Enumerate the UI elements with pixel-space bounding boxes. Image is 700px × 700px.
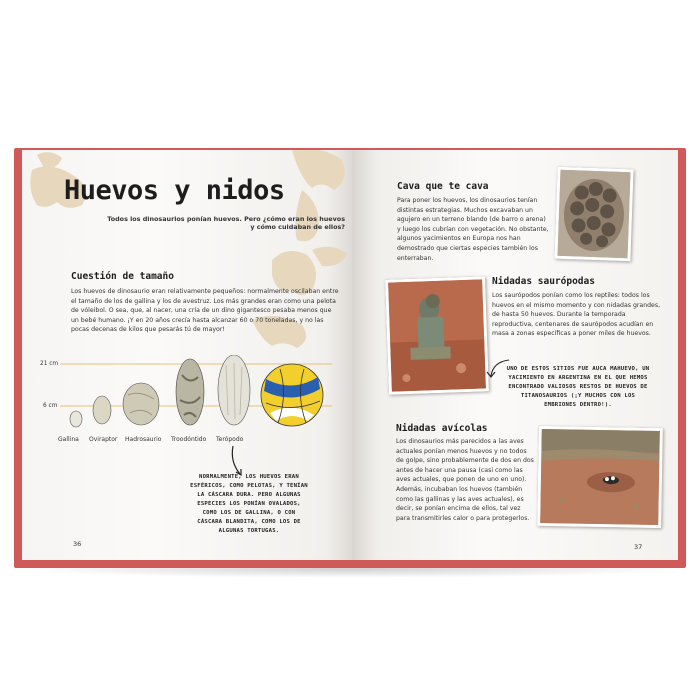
- scale-label-6: 6 cm: [43, 403, 58, 409]
- egg-hadrosaurio: [123, 383, 159, 425]
- section-heading-sauropodas: Nidadas saurópodas: [492, 276, 595, 287]
- egg-gallina: [70, 411, 82, 427]
- page-title: Huevos y nidos: [64, 175, 285, 206]
- egg-label-teropodo: Terópodo: [216, 436, 244, 443]
- page-number-left: 36: [73, 540, 82, 548]
- auca-mahuevo-note: UNO DE ESTOS SITIOS FUE AUCA MAHUEVO, UN YACIMIENTO EN ARGENTINA EN EL QUE HEMOS ENCONTRADO VALIOSOS RESTOS DE HUEVOS DE TITANOSAURIOS (¡Y MUCHOS CON LOS EMBRIONES DENTRO!).: [506, 366, 650, 408]
- egg-troodontido: [176, 359, 204, 425]
- page-subtitle: Todos los dinosaurios ponían huevos. Pero ¿cómo eran los huevos y cómo cuidaban de ellos?: [107, 215, 345, 231]
- egg-shape-note: NORMALMENTE, LOS HUEVOS ERAN ESFÉRICOS, COMO PELOTAS, Y TENÍAN LA CÁSCARA DURA. PERO ALGUNAS ESPECIES LOS PONÍAN OVALADOS, COMO LOS DE GALLINA, O CON CÁSCARA BLANDITA, COMO LOS DE ALGUNAS TORTUGAS.: [190, 474, 308, 534]
- egg-label-oviraptor: Oviraptor: [89, 436, 118, 443]
- section-body-size: Los huevos de dinosaurio eran relativamente pequeños: normalmente oscilaban entre el tamaño de los de gallina y los de avestruz. Los más grandes eran como una pelota de vóleibol. O sea, que, al nacer, una cría de un dino gigantesco pesaba menos que un bebé humano. ¡Y en 20 años crecía hasta alcanzar 60 o 70 toneladas, y no las pocas decenas de kilos que pesarás tú de mayor!: [71, 288, 339, 334]
- section-heading-size: Cuestión de tamaño: [71, 271, 174, 282]
- volleyball-icon: [261, 364, 323, 426]
- section-body-sauropodas: Los saurópodos ponían como los reptiles: todos los huevos en el mismo momento y con nidadas grandes, de hasta 50 huevos. Durante la temporada reproductiva, centenares de saurópodos acudían en masa a zonas específicas a poner miles de huevos.: [492, 292, 661, 338]
- section-heading-avicolas: Nidadas avícolas: [396, 423, 488, 434]
- page-number-right: 37: [634, 543, 643, 551]
- egg-label-hadrosaurio: Hadrosaurio: [125, 436, 162, 443]
- section-body-cava: Para poner los huevos, los dinosaurios tenían distintas estrategias. Muchos excavaban un agujero en un terreno blando (de barro o arena) y luego los cubrían con vegetación. No obstante, algunos yacimientos en Europa nos han demostrado que ciertas especies también los enterraban.: [397, 197, 549, 262]
- egg-label-troodontido: Troodóntido: [171, 436, 207, 443]
- egg-oviraptor: [93, 396, 111, 424]
- photo-nest-fossil: [554, 167, 633, 262]
- photo-desert-nest: [537, 426, 663, 528]
- section-body-avicolas: Los dinosaurios más parecidos a las aves actuales ponían menos huevos y no todos de golpe, sino probablemente de dos en dos antes de hacer una pausa (casi como las aves actuales, que ponen de uno en uno). Además, incubaban los huevos (también como las gallinas y las aves actuales), es decir, se ponían encima de ellos, tal vez para transmitirles calor o para protegerlos.: [396, 438, 534, 522]
- section-heading-cava: Cava que te cava: [397, 181, 489, 192]
- scale-label-21: 21 cm: [40, 361, 59, 367]
- egg-label-gallina: Gallina: [58, 436, 79, 443]
- photo-excavation: [385, 276, 489, 394]
